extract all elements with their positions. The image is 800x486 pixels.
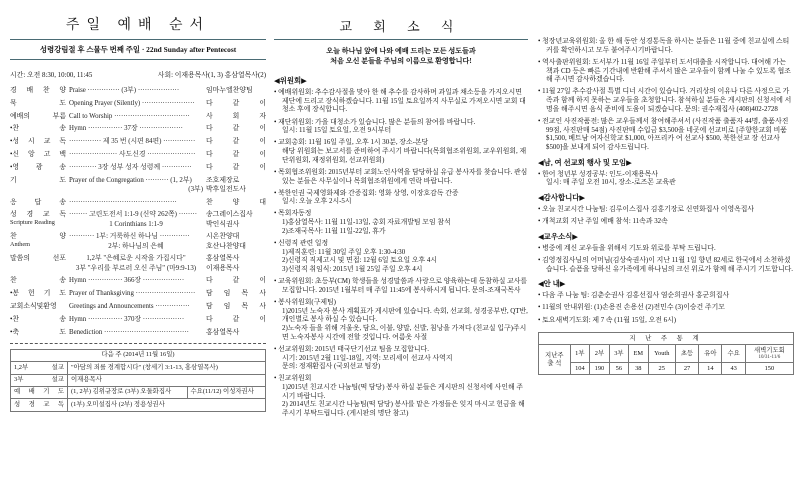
worship-order (10, 86, 266, 337)
next-week-row-label: 예 배 기 도 (11, 386, 68, 398)
order-line (66, 264, 266, 273)
next-week-table (10, 349, 266, 412)
news-line: 일시: 11월 15일 토요일, 오전 9시부터 (282, 127, 392, 135)
news-line: • 역사출판위원회: 도서부가 11월 16일 주일부터 도서대출을 시작합니다. 대여해 가는 책과 CD 등은 빠른 기간내에 반환해 주셔서 많은 교우들이 함께 나눌 수 있도록 협조해 주시면 감사하겠습니다. (538, 58, 791, 84)
order-leader-name: 박인식권사 (206, 220, 240, 228)
news-line: 2)노숙자 들을 위해 겨울옷, 담요, 이불, 양말, 신발, 침낭을 가져다 (친교실 입구)주시면 노숙자봉사 시간에 전할 것입니다. 여름옷 사절 (282, 325, 527, 341)
next-week-row-value: (1부) 오미설집사 (2부) 정용성권사 (68, 399, 266, 411)
news-line: • 병중에 계신 교우들을 위해서 기도와 위로를 부탁 드립니다. (538, 244, 716, 252)
stats-column-header: EM (629, 345, 649, 363)
divider (274, 39, 528, 40)
order-label (10, 137, 66, 146)
order-label-korean: 말씀의 선포 (10, 255, 66, 263)
stats-row-label-top: 지난주 (545, 351, 564, 359)
news-line: 해당 위원회는 보고서를 준비하여 주시기 바랍니다(목회협조위원회, 교우위원회, 재단위원회, 재정위원회, 선교위원회) (282, 148, 527, 164)
order-label-korean: •영 광 송 (10, 163, 66, 171)
order-row-body (66, 163, 266, 172)
order-content: Prayer of the Congregation ·········· (1, 2부) (69, 176, 192, 184)
section-header-committees: ◀위원회▶ (274, 76, 307, 85)
order-row-body (66, 176, 266, 194)
order-content: Hymn ··············· 370장 ·················· (69, 315, 185, 323)
news-line: • 오늘 친교시간 나눔팀: 김루이스집사 김홍기장로 신연화집사 이영옥집사 (538, 206, 755, 214)
order-content: 2부: 하나님의 은혜 (108, 242, 164, 250)
news-line: • 다음 주 나눔 팀: 김춘순권사 김홍선집사 염순희권사 홍군희집사 (538, 292, 730, 300)
next-week-row-value: (1, 2부) 김위규장로 (3부) 오둘화집사 (68, 386, 188, 398)
order-label (10, 276, 66, 285)
section-header: ◀남, 여 선교회 행사 및 모임▶ (538, 157, 632, 167)
news-line: 시기: 2015년 2월 11일-18일, 지역: 모리세이 선교사 사역지 (282, 354, 453, 362)
news-line: • 교육위원회: 초등부(CM) 학생들을 성경말씀과 사랑으로 양육하는데 동참하실 교사를 모집합니다. 2015년 1월부터 매 주일 11:45에 봉사하시게 됩니다. 문의-조재국목사 (274, 278, 528, 294)
order-leader-name: 다 같 이 (206, 277, 266, 285)
order-leader-name: 다 같 이 (206, 150, 266, 158)
news-line: 2) 2014년도 친교시간 나눔팀(떡 담당) 봉사를 맡은 가정들은 잊지 마시고 헌금을 해주시기 부탁드립니다. (게시판의 명단 참고) (282, 401, 525, 418)
order-row (10, 198, 266, 207)
order-leader-name: 홍삼열목사 (206, 255, 240, 263)
news-line: • 신령직 관련 일정 (274, 239, 329, 247)
next-week-title: 다음 주 (2014년 11월 16일) (11, 349, 266, 361)
stats-column-note: 10/31-11/6 (758, 355, 781, 361)
news-line: 1)제직훈련: 11월 30일 주일 오후 1:30-4:30 (282, 248, 406, 256)
order-label-korean: 교회소식및환영 (10, 302, 57, 310)
order-leader-name: 찬 양 대 (206, 198, 266, 206)
news-line: 일시: 오늘 오후 2시-5시 (282, 198, 352, 206)
news-line: • 청장년교육위원회: 올 한 해 동안 성경통독을 하시는 분들은 11월 중에 친교실에 스티커를 확인하시고 모두 붙여주시기바랍니다. (538, 38, 790, 54)
order-content: 1,2부 "은혜로운 시작을 가집시다" (86, 255, 186, 263)
order-leader-name: 담 임 목 사 (206, 290, 266, 298)
order-content: ····················· 사도신경 ····················· (69, 150, 196, 158)
news-line: 2)조재국목사: 11월 11일-22일, 휴가 (282, 227, 386, 235)
order-label-korean: •찬 송 (10, 315, 66, 323)
news-line: 1)홍삼열목사: 11월 11일-13일, 총회 자료개발팀 모임 참석 (282, 219, 451, 227)
order-row (10, 289, 266, 298)
stats-row-label (539, 345, 571, 375)
order-content: Prayer of Thanksgiving ·························· (69, 290, 196, 298)
order-row (10, 86, 266, 95)
news-line: 1)2015년 노숙자 봉사 계획표가 게시판에 있습니다. 속회, 선교회, 성경공부반, QT반, 개인별로 봉사 하실 수 있습니다. (282, 307, 528, 324)
section-header: ◀안 내▶ (538, 279, 566, 289)
order-line (66, 242, 266, 251)
order-line (66, 315, 266, 324)
next-week-row-value: 수요(11/12) 이성자권사 (187, 386, 266, 398)
stats-column-header: 수요 (722, 345, 745, 363)
stats-value: 25 (648, 363, 675, 375)
order-content: (3부) (188, 185, 203, 193)
order-label (10, 124, 66, 133)
news-item (274, 169, 528, 186)
news-line: • 김영정집사님의 어머님(김상숙권사)이 지난 11월 1일 향년 82세로 한국에서 소천하셨습니다. 슬픔을 당하신 유가족에게 하나님의 크신 위로가 함께 해 주시기 기도합니다. (538, 256, 793, 273)
service-presiders: 사회: 이재용목사(1, 3) 홍삼열목사(2) (157, 72, 266, 79)
news-line: • 친교위원회 (274, 375, 312, 383)
news-item (538, 257, 794, 274)
divider (10, 39, 266, 40)
order-leader-name: 호산나찬양대 (206, 242, 246, 250)
order-line (66, 99, 266, 108)
order-content: ············ 3장 성부 성자 성령께 ············· (69, 163, 192, 171)
order-row (10, 137, 266, 146)
news-line: • 11월의 안내위원: (1)손용진 손용선 (2)전민수 (3)이승건 주기모 (538, 304, 725, 312)
news-line: • 재단위원회: 가을 대청소가 있습니다. 많은 분들의 참여를 바랍니다. (274, 118, 476, 126)
church-news-col2 (538, 6, 794, 375)
stats-column-header: 유아 (699, 345, 722, 363)
news-item (274, 139, 528, 165)
next-week-row-label: 3부 설교 (11, 374, 68, 386)
order-label (10, 232, 66, 250)
divider (10, 59, 266, 60)
order-label-korean: 묵 도 (10, 99, 66, 107)
news-item (538, 245, 794, 254)
order-leader-name: 송그레이스집사 (206, 211, 253, 219)
stats-column-header: 3부 (609, 345, 628, 363)
news-line: • 교회총회: 11월 16일 주일, 오후 1시 30분, 장소-본당 (274, 139, 429, 147)
order-label (10, 86, 66, 95)
news-line: • 목회협조위원회: 2015년부터 교회노인사역을 담당하실 유급 봉사자를 찾습니다. 관심있는 분들은 사무실이나 목회협조위원에게 연락 바랍니다. (274, 168, 528, 185)
order-row (10, 232, 266, 250)
order-label (10, 99, 66, 108)
order-row-body (66, 315, 266, 324)
news-item (274, 210, 528, 236)
order-line (66, 112, 266, 121)
service-info-line (10, 69, 266, 79)
stats-title-row (539, 333, 794, 345)
order-label-korean: 경 배 찬 양 (10, 87, 66, 94)
news-item (538, 292, 794, 301)
order-line (66, 232, 266, 241)
order-label (10, 315, 66, 324)
news-line: • 선교위원회: 2015년 태국단기선교 팀을 모집합니다. (274, 345, 429, 353)
news-item (274, 119, 528, 136)
stats-value: 104 (570, 363, 590, 375)
news-line: 일시: 매 주일 오전 10시, 장소-로즈몬 교육관 (546, 179, 676, 187)
news-item (274, 346, 528, 372)
order-row (10, 302, 266, 311)
news-item (538, 171, 794, 188)
order-row (10, 112, 266, 121)
order-label-korean: •성 시 교 독 (10, 138, 66, 146)
order-leader-name: 다 같 이 (206, 163, 266, 171)
order-label (10, 210, 66, 228)
order-row (10, 150, 266, 159)
order-label (10, 150, 66, 159)
order-row (10, 328, 266, 337)
order-leader-name: 이재용목사 (206, 264, 240, 272)
order-line (66, 137, 266, 146)
order-content: ··········· 1부: 거룩하신 하나님 ············· (69, 233, 190, 241)
news-line: • 11월 27일 추수감사절 특별 디너 시간이 있습니다. 거리상의 이유나 다른 사정으로 가족과 함께 하지 못하는 교우들을 초청합니다. 참석하실 분들은 게시판의 신청서에 서명을 해주시면 음식 준비에 도움이 되겠습니다. 문의: 권수재집사 (408)402-2728 (538, 88, 792, 113)
service-times: 시간: 오전 8:30, 10:00, 11:45 (10, 72, 93, 79)
stats-column-header: 새벽기도회 10/31-11/6 (745, 345, 793, 363)
news-line: 1)2015년 친교시간 나눔팀(떡 담당) 봉사 하실 분들은 게시판의 신청서에 사인해 주시기 바랍니다. (282, 384, 524, 400)
order-row-body (66, 150, 266, 159)
news-item (274, 190, 528, 207)
order-line (66, 198, 266, 207)
order-row-body (66, 289, 266, 298)
news-item (274, 89, 528, 115)
order-leader-name: 다 같 이 (206, 125, 266, 133)
next-week-row-label: 성 경 교 독 (11, 399, 68, 411)
news-item (538, 218, 794, 227)
order-label-english: Scripture Reading (10, 219, 55, 227)
order-label-korean: 응 답 송 (10, 198, 66, 206)
stats-value: 27 (675, 363, 698, 375)
order-row-body (66, 198, 266, 207)
order-label (10, 176, 66, 194)
order-leader-name: 홍삼열목사 (206, 328, 240, 336)
news-item (538, 59, 794, 85)
order-line (66, 254, 266, 263)
news-item (274, 299, 528, 343)
order-row-body (66, 302, 266, 311)
news-item (538, 118, 794, 153)
order-label (10, 289, 66, 298)
news-item (538, 317, 794, 326)
order-line (66, 86, 266, 95)
order-line (66, 302, 266, 311)
welcome-line: 오늘 하나님 앞에 나와 예배 드리는 모든 성도들과 (326, 47, 476, 55)
order-content: Opening Prayer (Silently) ······················· (69, 99, 195, 107)
news-page-title: 교 회 소 식 (339, 19, 463, 34)
order-label (10, 112, 66, 121)
next-week-title-row (11, 349, 266, 361)
stats-value: 190 (590, 363, 610, 375)
order-content: Call to Worship ································· (69, 112, 190, 120)
news-item (538, 206, 794, 215)
order-line (66, 276, 266, 285)
order-label-korean: 예배의 부름 (10, 112, 66, 120)
news-item (274, 278, 528, 295)
order-label-korean: 찬 양 (10, 233, 66, 241)
order-leader-name: 다 같 이 (206, 138, 266, 146)
news-line: 2)신령직 직제고시 및 면접: 12월 6일 토요일 오후 4시 (282, 257, 438, 265)
stats-column-header: 1부 (570, 345, 590, 363)
last-week-stats-table (538, 332, 794, 375)
order-row-body (66, 99, 266, 108)
order-label-korean: •찬 송 (10, 125, 66, 133)
order-content: 1 Corinthians 1:1-9 (109, 220, 163, 228)
order-line (66, 185, 266, 194)
order-label-korean: 성 경 교 독 (10, 211, 66, 219)
stats-column-header: 2부 (590, 345, 610, 363)
order-leader-name: 박후일전도사 (206, 185, 246, 193)
news-line: • 목회자동정 (274, 210, 312, 218)
worship-order-page (10, 6, 266, 412)
news-line: 3)신령직 취임식: 2015년 1월 25일 주일 오후 4시 (282, 266, 423, 273)
order-row (10, 176, 266, 194)
order-content: ·············· 제 35 번 (시편 84편) ·············· (69, 138, 196, 146)
news-line: • 개척교회 지난 주일 예배 참석: 11속과 32속 (538, 218, 668, 226)
order-content: ········ 고린도전서 1:1-9 (신약 262쪽) ········ (69, 211, 198, 219)
news-item (538, 304, 794, 313)
order-row (10, 276, 266, 285)
news-line: • 전교인 사진작품전: 많은 교우들께서 참여해주셔서 (사진작품 출품자 44명, 출품사진 99점, 사진판매 54점) 사진판매 수입금 $3,500을 네곳에 선교비로 [주향한교회 비품 $1,500, 베트남 여자신학교 $1,000, 아프리카 여 선교사 $500, 북한선교 장 선교사 $500]을 보내게 되어 감사드립니다. (538, 117, 789, 151)
order-line (66, 289, 266, 298)
order-line (66, 124, 266, 133)
news-list-col2 (538, 38, 794, 325)
order-row (10, 124, 266, 133)
order-row (10, 315, 266, 324)
order-label (10, 163, 66, 172)
order-content: Greetings and Announcements ··············· (69, 302, 190, 310)
order-leader-name: 임마누엘찬양팀 (206, 87, 253, 94)
news-line: • 봉사위원회(구제팀) (274, 298, 336, 306)
church-news-col1 (274, 6, 528, 422)
stats-value: 38 (629, 363, 649, 375)
news-item (538, 38, 794, 55)
order-line (66, 220, 266, 229)
order-line (66, 328, 266, 337)
order-leader-name: 사 회 자 (206, 112, 266, 120)
next-week-row (11, 362, 266, 374)
order-line (66, 176, 266, 185)
stats-value: 43 (722, 363, 745, 375)
stats-header-row (539, 345, 794, 363)
order-label (10, 198, 66, 207)
welcome-line: 처음 오신 분들을 주님의 이름으로 환영합니다! (330, 57, 472, 65)
order-row (10, 254, 266, 272)
news-item (538, 88, 794, 114)
order-row-body (66, 112, 266, 121)
news-item (274, 240, 528, 275)
order-label-korean: 기 도 (10, 176, 66, 184)
order-row-body (66, 232, 266, 250)
order-leader-name: 조호제장로 (206, 176, 240, 184)
order-line (66, 163, 266, 172)
order-row-body (66, 328, 266, 337)
order-row (10, 99, 266, 108)
order-label-korean: •봉 헌 기 도 (10, 290, 66, 298)
order-row-body (66, 276, 266, 285)
order-leader-name: 시온찬양대 (206, 233, 240, 241)
order-leader-name: 다 같 이 (206, 99, 266, 107)
order-label (10, 254, 66, 272)
order-label (10, 302, 66, 311)
order-row-body (66, 86, 266, 95)
stats-row-label-bottom: 출 석 (547, 359, 562, 367)
stats-column-header: Youth (648, 345, 675, 363)
stats-value: 14 (699, 363, 722, 375)
next-week-row (11, 386, 266, 398)
news-line: 문의: 정재환집사 (국외선교 팀장) (282, 363, 381, 371)
news-line: • 예배위원회: 추수감사절을 맞아 한 해 추수를 감사하며 과일과 채소등을 가지오시면 제단에 드리고 장식하겠습니다. 11월 15일 토요일까지 사무실로 가져오시면 교회 대청소 후에 장식합니다. (274, 89, 526, 114)
news-item (274, 375, 528, 419)
worship-page-title: 주일 예배 순서 (65, 18, 211, 33)
stats-value: 56 (609, 363, 628, 375)
order-label-korean: 찬 송 (10, 277, 66, 285)
order-row (10, 163, 266, 172)
welcome-message (274, 46, 528, 66)
order-content: Praise ·············· (3부) ·················· (69, 87, 180, 94)
next-week-row-label: 1,2부 설교 (11, 362, 68, 374)
order-label (10, 328, 66, 337)
order-content: Hymn ··············· 366장 ·················· (69, 277, 185, 285)
order-row (10, 210, 266, 228)
next-week-row (11, 374, 266, 386)
news-line: • 한어 청년부 성경공부: 인도-이재용목사 (538, 170, 659, 178)
stats-column-header: 초등 (675, 345, 698, 363)
news-line: • 토요새벽기도회: 제 7 속 (11월 15일, 오전 6시) (538, 316, 677, 324)
order-line (66, 210, 266, 219)
order-label-korean: •신 앙 고 백 (10, 150, 66, 158)
order-line (66, 150, 266, 159)
order-content: ··············································· (69, 198, 177, 206)
order-content: 3부 "우리를 부르러 오신 주님" (마9:9-13) (75, 264, 197, 272)
section-header: ◀교우소식▶ (538, 231, 578, 241)
next-week-row-value: "아담의 죄를 경계합시다" (창세기 3:1-13, 홍삼열목사) (68, 362, 266, 374)
order-row-body (66, 124, 266, 133)
section-header: ◀감사합니다▶ (538, 193, 586, 203)
next-week-row (11, 399, 266, 411)
order-content: Benediction ····································· (69, 328, 189, 336)
order-row-body (66, 210, 266, 228)
worship-subtitle: 성령강림절 후 스물두 번째 주일 · 22nd Sunday after Pentecost (39, 45, 237, 54)
order-row-body (66, 254, 266, 272)
order-label-english: Anthem (10, 241, 30, 249)
order-label-korean: •축 도 (10, 328, 66, 336)
stats-title: 지 난 주 통 계 (539, 333, 794, 345)
news-line: • 북한인권 국제영화제와 간증집회: 영화 상영, 이장호감독 간증 (274, 189, 459, 197)
order-content: Hymn ··············· 37장 ··················· (69, 125, 183, 133)
dashed-divider (10, 343, 266, 344)
spacer (538, 6, 794, 38)
order-leader-name: 담 임 목 사 (206, 302, 266, 310)
order-leader-name: 다 같 이 (206, 315, 266, 323)
news-list-col1 (274, 89, 528, 419)
stats-value-row (539, 363, 794, 375)
next-week-row-value: 이재용목사 (68, 374, 266, 386)
stats-value: 150 (745, 363, 793, 375)
order-row-body (66, 137, 266, 146)
